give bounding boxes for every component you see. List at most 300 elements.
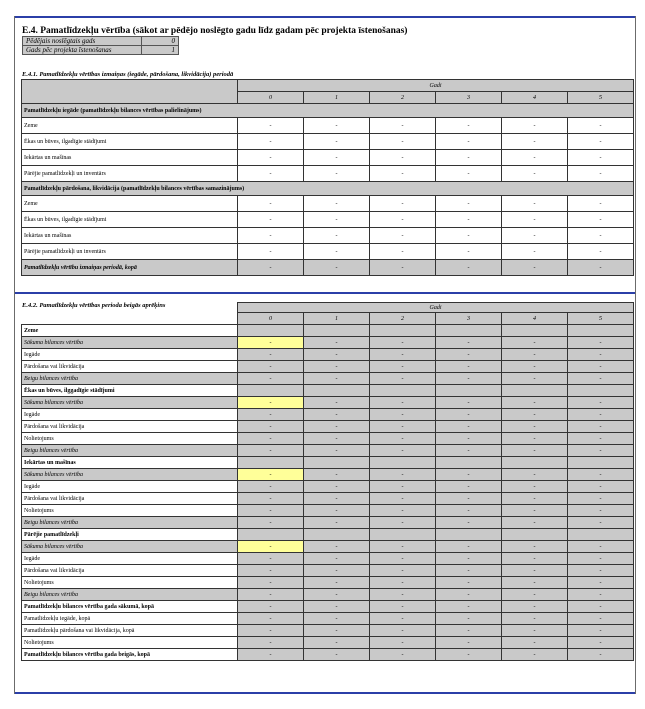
total-value-cell: - (568, 625, 634, 637)
value-cell: - (568, 421, 634, 433)
value-cell: - (238, 409, 304, 421)
value-cell: - (370, 397, 436, 409)
total-value-cell: - (370, 260, 436, 276)
last-year-label: Pēdējais noslēgtais gads (23, 37, 142, 46)
value-cell: - (238, 481, 304, 493)
row-label: Sākuma bilances vērtība (22, 541, 238, 553)
value-cell: - (238, 493, 304, 505)
years-header: Gadi (238, 303, 634, 313)
period-info-table (22, 36, 179, 55)
input-cell[interactable]: - (238, 469, 304, 481)
value-cell: - (304, 361, 370, 373)
year-header-4: 4 (502, 313, 568, 325)
table-row (22, 421, 634, 433)
empty-cell (370, 457, 436, 469)
empty-cell (568, 529, 634, 541)
value-cell: - (502, 553, 568, 565)
value-cell: - (568, 373, 634, 385)
value-cell: - (502, 421, 568, 433)
empty-cell (502, 385, 568, 397)
table-row (22, 373, 634, 385)
total-value-cell: - (370, 625, 436, 637)
value-cell: - (304, 577, 370, 589)
value-cell[interactable]: - (502, 134, 568, 150)
table-row (22, 577, 634, 589)
total-value-cell: - (370, 637, 436, 649)
value-cell[interactable]: - (568, 150, 634, 166)
row-label: Pārdošana vai likvidācija (22, 493, 238, 505)
empty-cell (304, 325, 370, 337)
section-title: E.4. Pamatlīdzekļu vērtība (sākot ar pēdējo noslēgto gadu līdz gadam pēc projekta īstenošanas) (22, 26, 408, 36)
row-label: Pārdošana vai likvidācija (22, 361, 238, 373)
value-cell[interactable]: - (304, 196, 370, 212)
disposal-row (22, 196, 634, 212)
total-label: Pamatlīdzekļu iegāde, kopā (22, 613, 238, 625)
year-header-1: 1 (304, 313, 370, 325)
total-value-cell: - (304, 637, 370, 649)
row-label: Iegāde (22, 349, 238, 361)
value-cell[interactable]: - (502, 118, 568, 134)
value-cell: - (568, 445, 634, 457)
table-row (22, 481, 634, 493)
value-cell: - (304, 493, 370, 505)
value-cell[interactable]: - (238, 228, 304, 244)
value-cell: - (304, 505, 370, 517)
table-row (22, 445, 634, 457)
value-cell: - (436, 337, 502, 349)
value-cell[interactable]: - (436, 228, 502, 244)
disposal-item-label: Zeme (22, 196, 238, 212)
year-header-2: 2 (370, 92, 436, 104)
total-value-cell: - (568, 649, 634, 661)
input-cell[interactable]: - (238, 397, 304, 409)
value-cell: - (370, 553, 436, 565)
value-cell: - (238, 565, 304, 577)
value-cell: - (370, 469, 436, 481)
table-row (22, 349, 634, 361)
value-cell: - (304, 589, 370, 601)
table-row (22, 337, 634, 349)
row-label: Iegāde (22, 553, 238, 565)
total-value-cell: - (568, 637, 634, 649)
empty-cell (238, 385, 304, 397)
value-cell: - (304, 517, 370, 529)
total-label: Pamatlīdzekļu pārdošana vai likvidācija, kopā (22, 625, 238, 637)
value-cell: - (502, 493, 568, 505)
table-row (22, 469, 634, 481)
table-row (22, 589, 634, 601)
value-cell: - (238, 553, 304, 565)
row-label: Beigu bilances vērtība (22, 589, 238, 601)
value-cell: - (238, 505, 304, 517)
total-row (22, 613, 634, 625)
value-cell: - (436, 445, 502, 457)
total-value-cell: - (502, 260, 568, 276)
value-cell[interactable]: - (436, 150, 502, 166)
disposal-row (22, 244, 634, 260)
row-label: Nolietojums (22, 505, 238, 517)
year-header-5: 5 (568, 313, 634, 325)
disposal-row (22, 212, 634, 228)
changes-table (21, 79, 634, 276)
disposal-item-label: Pārējie pamatlīdzekļi un inventārs (22, 244, 238, 260)
value-cell[interactable]: - (370, 150, 436, 166)
value-cell[interactable]: - (568, 228, 634, 244)
value-cell: - (238, 577, 304, 589)
value-cell: - (238, 517, 304, 529)
value-cell: - (502, 481, 568, 493)
value-cell[interactable]: - (370, 228, 436, 244)
value-cell: - (568, 481, 634, 493)
value-cell: - (568, 409, 634, 421)
header-row (22, 80, 634, 92)
table-row (22, 517, 634, 529)
disposal-section (22, 182, 634, 196)
total-value-cell: - (502, 613, 568, 625)
value-cell[interactable]: - (502, 150, 568, 166)
acquisition-section (22, 104, 634, 118)
group-name: Zeme (22, 325, 238, 337)
acquisition-item-label: Zeme (22, 118, 238, 134)
value-cell: - (502, 505, 568, 517)
value-cell[interactable]: - (304, 150, 370, 166)
group-name: Ēkas un būves, ilggadīgie stādījumi (22, 385, 238, 397)
input-cell[interactable]: - (238, 541, 304, 553)
row-label: Iegāde (22, 481, 238, 493)
table-row (22, 505, 634, 517)
value-cell[interactable]: - (304, 228, 370, 244)
total-label: Nolietojums (22, 637, 238, 649)
value-cell[interactable]: - (568, 134, 634, 150)
value-cell[interactable]: - (568, 118, 634, 134)
empty-cell (568, 325, 634, 337)
value-cell: - (568, 349, 634, 361)
value-cell[interactable]: - (568, 244, 634, 260)
value-cell: - (436, 541, 502, 553)
value-cell[interactable]: - (370, 166, 436, 182)
value-cell[interactable]: - (502, 244, 568, 260)
value-cell: - (502, 337, 568, 349)
row-label: Nolietojums (22, 577, 238, 589)
total-label: Pamatlīdzekļu bilances vērtība gada sākumā, kopā (22, 601, 238, 613)
value-cell[interactable]: - (502, 228, 568, 244)
value-cell: - (568, 397, 634, 409)
value-cell[interactable]: - (370, 196, 436, 212)
empty-cell (436, 325, 502, 337)
total-value-cell: - (304, 601, 370, 613)
table-row (22, 397, 634, 409)
total-value-cell: - (238, 601, 304, 613)
total-value-cell: - (370, 601, 436, 613)
value-cell[interactable]: - (502, 212, 568, 228)
empty-cell (436, 457, 502, 469)
table-row (22, 493, 634, 505)
value-cell: - (436, 577, 502, 589)
value-cell: - (304, 397, 370, 409)
row-label: Iegāde (22, 409, 238, 421)
value-cell: - (238, 349, 304, 361)
value-cell: - (370, 433, 436, 445)
document-page (14, 16, 636, 694)
value-cell[interactable]: - (238, 166, 304, 182)
year-header-3: 3 (436, 92, 502, 104)
total-value-cell: - (502, 649, 568, 661)
acquisition-row (22, 150, 634, 166)
value-cell: - (568, 577, 634, 589)
group-header-row (22, 325, 634, 337)
row-label: Beigu bilances vērtība (22, 517, 238, 529)
value-cell: - (568, 553, 634, 565)
total-value-cell: - (502, 625, 568, 637)
last-year-value[interactable]: 0 (142, 37, 179, 46)
empty-cell (502, 325, 568, 337)
value-cell: - (370, 505, 436, 517)
total-row (22, 625, 634, 637)
value-cell: - (238, 445, 304, 457)
value-cell: - (304, 445, 370, 457)
empty-cell (568, 385, 634, 397)
row-label: Beigu bilances vērtība (22, 445, 238, 457)
total-row (22, 260, 634, 276)
disposal-item-label: Ēkas un būves, ilgadīgie stādījumi (22, 212, 238, 228)
group-name: Iekārtas un mašīnas (22, 457, 238, 469)
total-value-cell: - (238, 613, 304, 625)
row-label: Beigu bilances vērtība (22, 373, 238, 385)
value-cell: - (304, 553, 370, 565)
total-value-cell: - (568, 260, 634, 276)
value-cell: - (502, 589, 568, 601)
value-cell: - (370, 349, 436, 361)
value-cell: - (238, 589, 304, 601)
total-label: Pamatlīdzekļu bilances vērtība gada beigās, kopā (22, 649, 238, 661)
value-cell: - (238, 373, 304, 385)
value-cell: - (304, 541, 370, 553)
acquisition-item-label: Ēkas un būves, ilgadīgie stādījumi (22, 134, 238, 150)
value-cell: - (502, 349, 568, 361)
header-row (22, 303, 634, 313)
year-header-3: 3 (436, 313, 502, 325)
value-cell: - (568, 361, 634, 373)
value-cell: - (502, 397, 568, 409)
row-label: Nolietojums (22, 433, 238, 445)
value-cell: - (304, 565, 370, 577)
table2-title: E.4.2. Pamatlīdzekļu vērtības perioda beigās aprēķins (22, 302, 166, 309)
total-value-cell: - (370, 613, 436, 625)
value-cell: - (502, 409, 568, 421)
value-cell: - (238, 421, 304, 433)
row-label: Pārdošana vai likvidācija (22, 421, 238, 433)
value-cell: - (568, 589, 634, 601)
total-value-cell: - (238, 260, 304, 276)
acquisition-item-label: Pārējie pamatlīdzekļi un inventārs (22, 166, 238, 182)
value-cell: - (502, 577, 568, 589)
value-cell[interactable]: - (304, 244, 370, 260)
empty-cell (436, 385, 502, 397)
total-value-cell: - (304, 625, 370, 637)
value-cell[interactable]: - (568, 196, 634, 212)
total-value-cell: - (238, 625, 304, 637)
total-value-cell: - (304, 649, 370, 661)
value-cell: - (436, 349, 502, 361)
value-cell: - (568, 493, 634, 505)
value-cell: - (370, 541, 436, 553)
value-cell: - (502, 445, 568, 457)
acquisition-section-label: Pamatlīdzekļu iegāde (pamatlīdzekļu bilances vērtības palielinājums) (22, 104, 634, 118)
row-label: Pārdošana vai likvidācija (22, 565, 238, 577)
value-cell[interactable]: - (304, 166, 370, 182)
value-cell: - (568, 541, 634, 553)
value-cell[interactable]: - (238, 196, 304, 212)
year-header-1: 1 (304, 92, 370, 104)
value-cell: - (568, 469, 634, 481)
value-cell[interactable]: - (304, 134, 370, 150)
empty-cell (370, 325, 436, 337)
total-row (22, 637, 634, 649)
empty-cell (568, 457, 634, 469)
total-value-cell: - (238, 637, 304, 649)
group-header-row (22, 457, 634, 469)
empty-cell (502, 529, 568, 541)
value-cell: - (370, 445, 436, 457)
row-label: Sākuma bilances vērtība (22, 469, 238, 481)
empty-cell (238, 325, 304, 337)
empty-cell (370, 529, 436, 541)
value-cell: - (370, 577, 436, 589)
value-cell: - (238, 361, 304, 373)
value-cell[interactable]: - (238, 118, 304, 134)
empty-cell (238, 529, 304, 541)
value-cell: - (436, 553, 502, 565)
total-value-cell: - (436, 601, 502, 613)
value-cell: - (502, 373, 568, 385)
value-cell: - (568, 505, 634, 517)
total-value-cell: - (568, 601, 634, 613)
group-header-row (22, 385, 634, 397)
value-cell: - (370, 517, 436, 529)
end-value-table (21, 302, 634, 661)
value-cell: - (502, 469, 568, 481)
table-row (22, 565, 634, 577)
table1-title: E.4.1. Pamatlīdzekļu vērtības izmaiņas (iegāde, pārdošana, likvidācija) periodā (22, 71, 234, 78)
table-row (22, 409, 634, 421)
value-cell[interactable]: - (436, 196, 502, 212)
top-rule (15, 16, 635, 18)
value-cell: - (568, 337, 634, 349)
year-header-0: 0 (238, 92, 304, 104)
value-cell: - (436, 433, 502, 445)
empty-cell (502, 457, 568, 469)
value-cell: - (370, 565, 436, 577)
total-row (22, 601, 634, 613)
value-cell[interactable]: - (370, 134, 436, 150)
value-cell: - (436, 565, 502, 577)
value-cell: - (436, 493, 502, 505)
total-value-cell: - (436, 625, 502, 637)
group-header-row (22, 529, 634, 541)
total-value-cell: - (568, 613, 634, 625)
value-cell: - (502, 361, 568, 373)
total-value-cell: - (304, 260, 370, 276)
disposal-item-label: Iekārtas un mašīnas (22, 228, 238, 244)
total-value-cell: - (436, 649, 502, 661)
value-cell: - (304, 421, 370, 433)
year-header-4: 4 (502, 92, 568, 104)
year-header-2: 2 (370, 313, 436, 325)
mid-rule (15, 292, 635, 294)
value-cell: - (568, 517, 634, 529)
value-cell: - (304, 433, 370, 445)
value-cell: - (370, 589, 436, 601)
disposal-row (22, 228, 634, 244)
empty-cell (238, 457, 304, 469)
value-cell[interactable]: - (502, 196, 568, 212)
value-cell: - (436, 397, 502, 409)
after-year-value[interactable]: 1 (142, 46, 179, 55)
value-cell[interactable]: - (436, 166, 502, 182)
value-cell[interactable]: - (436, 244, 502, 260)
value-cell: - (304, 481, 370, 493)
value-cell[interactable]: - (370, 212, 436, 228)
value-cell[interactable]: - (568, 166, 634, 182)
total-value-cell: - (238, 649, 304, 661)
acquisition-row (22, 134, 634, 150)
input-cell[interactable]: - (238, 337, 304, 349)
total-value-cell: - (502, 601, 568, 613)
acquisition-row (22, 118, 634, 134)
value-cell[interactable]: - (238, 212, 304, 228)
corner-cell (22, 303, 238, 325)
value-cell[interactable]: - (436, 212, 502, 228)
corner-cell (22, 80, 238, 104)
value-cell: - (502, 541, 568, 553)
total-value-cell: - (370, 649, 436, 661)
total-value-cell: - (502, 637, 568, 649)
value-cell[interactable]: - (238, 244, 304, 260)
value-cell[interactable]: - (304, 118, 370, 134)
value-cell: - (304, 337, 370, 349)
value-cell: - (502, 517, 568, 529)
acquisition-item-label: Iekārtas un mašīnas (22, 150, 238, 166)
value-cell: - (436, 373, 502, 385)
row-label: Sākuma bilances vērtība (22, 397, 238, 409)
value-cell: - (436, 421, 502, 433)
group-name: Pārējie pamatlīdzekļi (22, 529, 238, 541)
year-header-5: 5 (568, 92, 634, 104)
value-cell[interactable]: - (436, 134, 502, 150)
value-cell: - (436, 469, 502, 481)
table-row (22, 361, 634, 373)
value-cell[interactable]: - (370, 244, 436, 260)
value-cell[interactable]: - (370, 118, 436, 134)
value-cell: - (502, 565, 568, 577)
value-cell: - (370, 337, 436, 349)
value-cell[interactable]: - (304, 212, 370, 228)
value-cell[interactable]: - (502, 166, 568, 182)
value-cell[interactable]: - (238, 134, 304, 150)
value-cell: - (304, 373, 370, 385)
total-row (22, 649, 634, 661)
value-cell: - (370, 421, 436, 433)
value-cell: - (436, 361, 502, 373)
value-cell[interactable]: - (436, 118, 502, 134)
value-cell: - (238, 433, 304, 445)
value-cell[interactable]: - (238, 150, 304, 166)
value-cell: - (370, 481, 436, 493)
total-value-cell: - (436, 613, 502, 625)
after-year-label: Gads pēc projekta īstenošanas (23, 46, 142, 55)
value-cell[interactable]: - (568, 212, 634, 228)
years-header: Gadi (238, 80, 634, 92)
